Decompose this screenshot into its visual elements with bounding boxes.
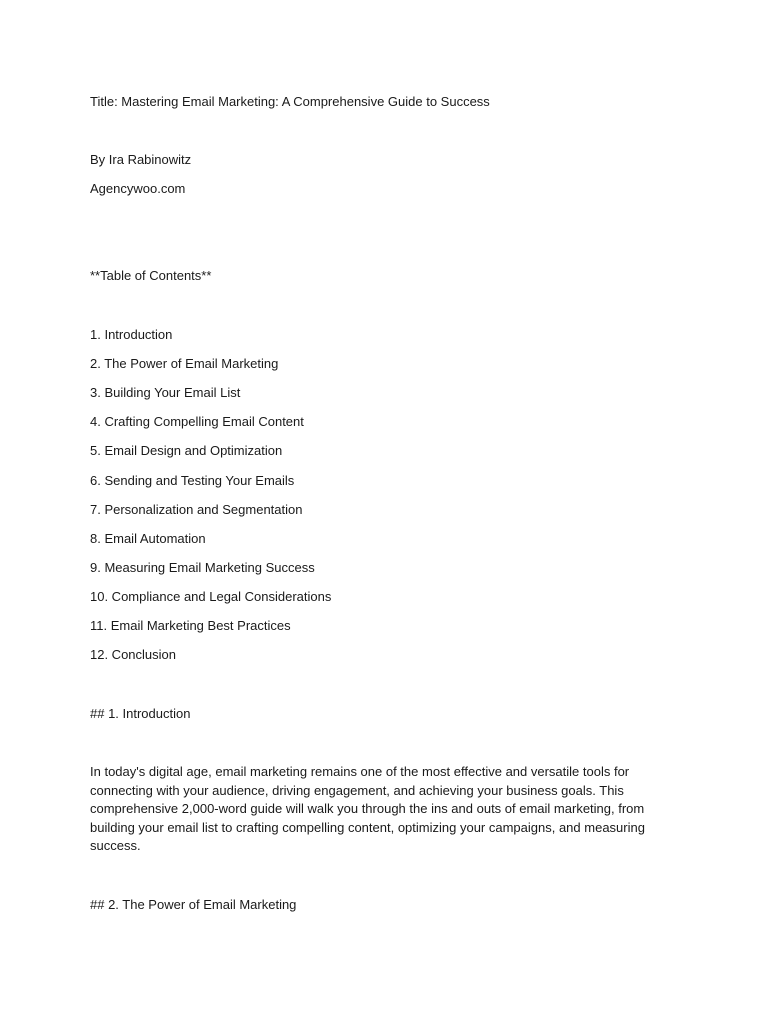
section-heading-power-of-email: ## 2. The Power of Email Marketing [90, 897, 297, 912]
paragraph-line: In today's digital age, email marketing remains one of the most effective and versatile tools for [90, 764, 630, 779]
toc-item: 1. Introduction [90, 327, 173, 342]
paragraph-line: building your email list to crafting compelling content, optimizing your campaigns, and measuring [90, 819, 645, 835]
toc-item: 12. Conclusion [90, 647, 176, 662]
toc-item: 2. The Power of Email Marketing [90, 356, 279, 371]
toc-item: 7. Personalization and Segmentation [90, 502, 303, 517]
toc-item: 6. Sending and Testing Your Emails [90, 473, 295, 488]
section-heading-introduction: ## 1. Introduction [90, 706, 191, 721]
toc-item: 8. Email Automation [90, 531, 206, 546]
toc-heading: **Table of Contents** [90, 268, 212, 283]
toc-item: 10. Compliance and Legal Considerations [90, 589, 332, 604]
toc-item: 9. Measuring Email Marketing Success [90, 560, 315, 575]
paragraph-line: success. [90, 838, 141, 853]
website-text: Agencywoo.com [90, 181, 186, 196]
toc-item: 11. Email Marketing Best Practices [90, 618, 291, 633]
toc-item: 3. Building Your Email List [90, 385, 241, 400]
introduction-paragraph [90, 763, 650, 856]
paragraph-line: comprehensive 2,000-word guide will walk you through the ins and outs of email marketing, from [90, 801, 645, 816]
document-title: Title: Mastering Email Marketing: A Comprehensive Guide to Success [90, 94, 490, 109]
author-byline: By Ira Rabinowitz [90, 152, 192, 167]
toc-item: 5. Email Design and Optimization [90, 443, 283, 458]
toc-item: 4. Crafting Compelling Email Content [90, 414, 304, 429]
paragraph-line: connecting with your audience, driving engagement, and achieving your business goals. This [90, 782, 624, 798]
